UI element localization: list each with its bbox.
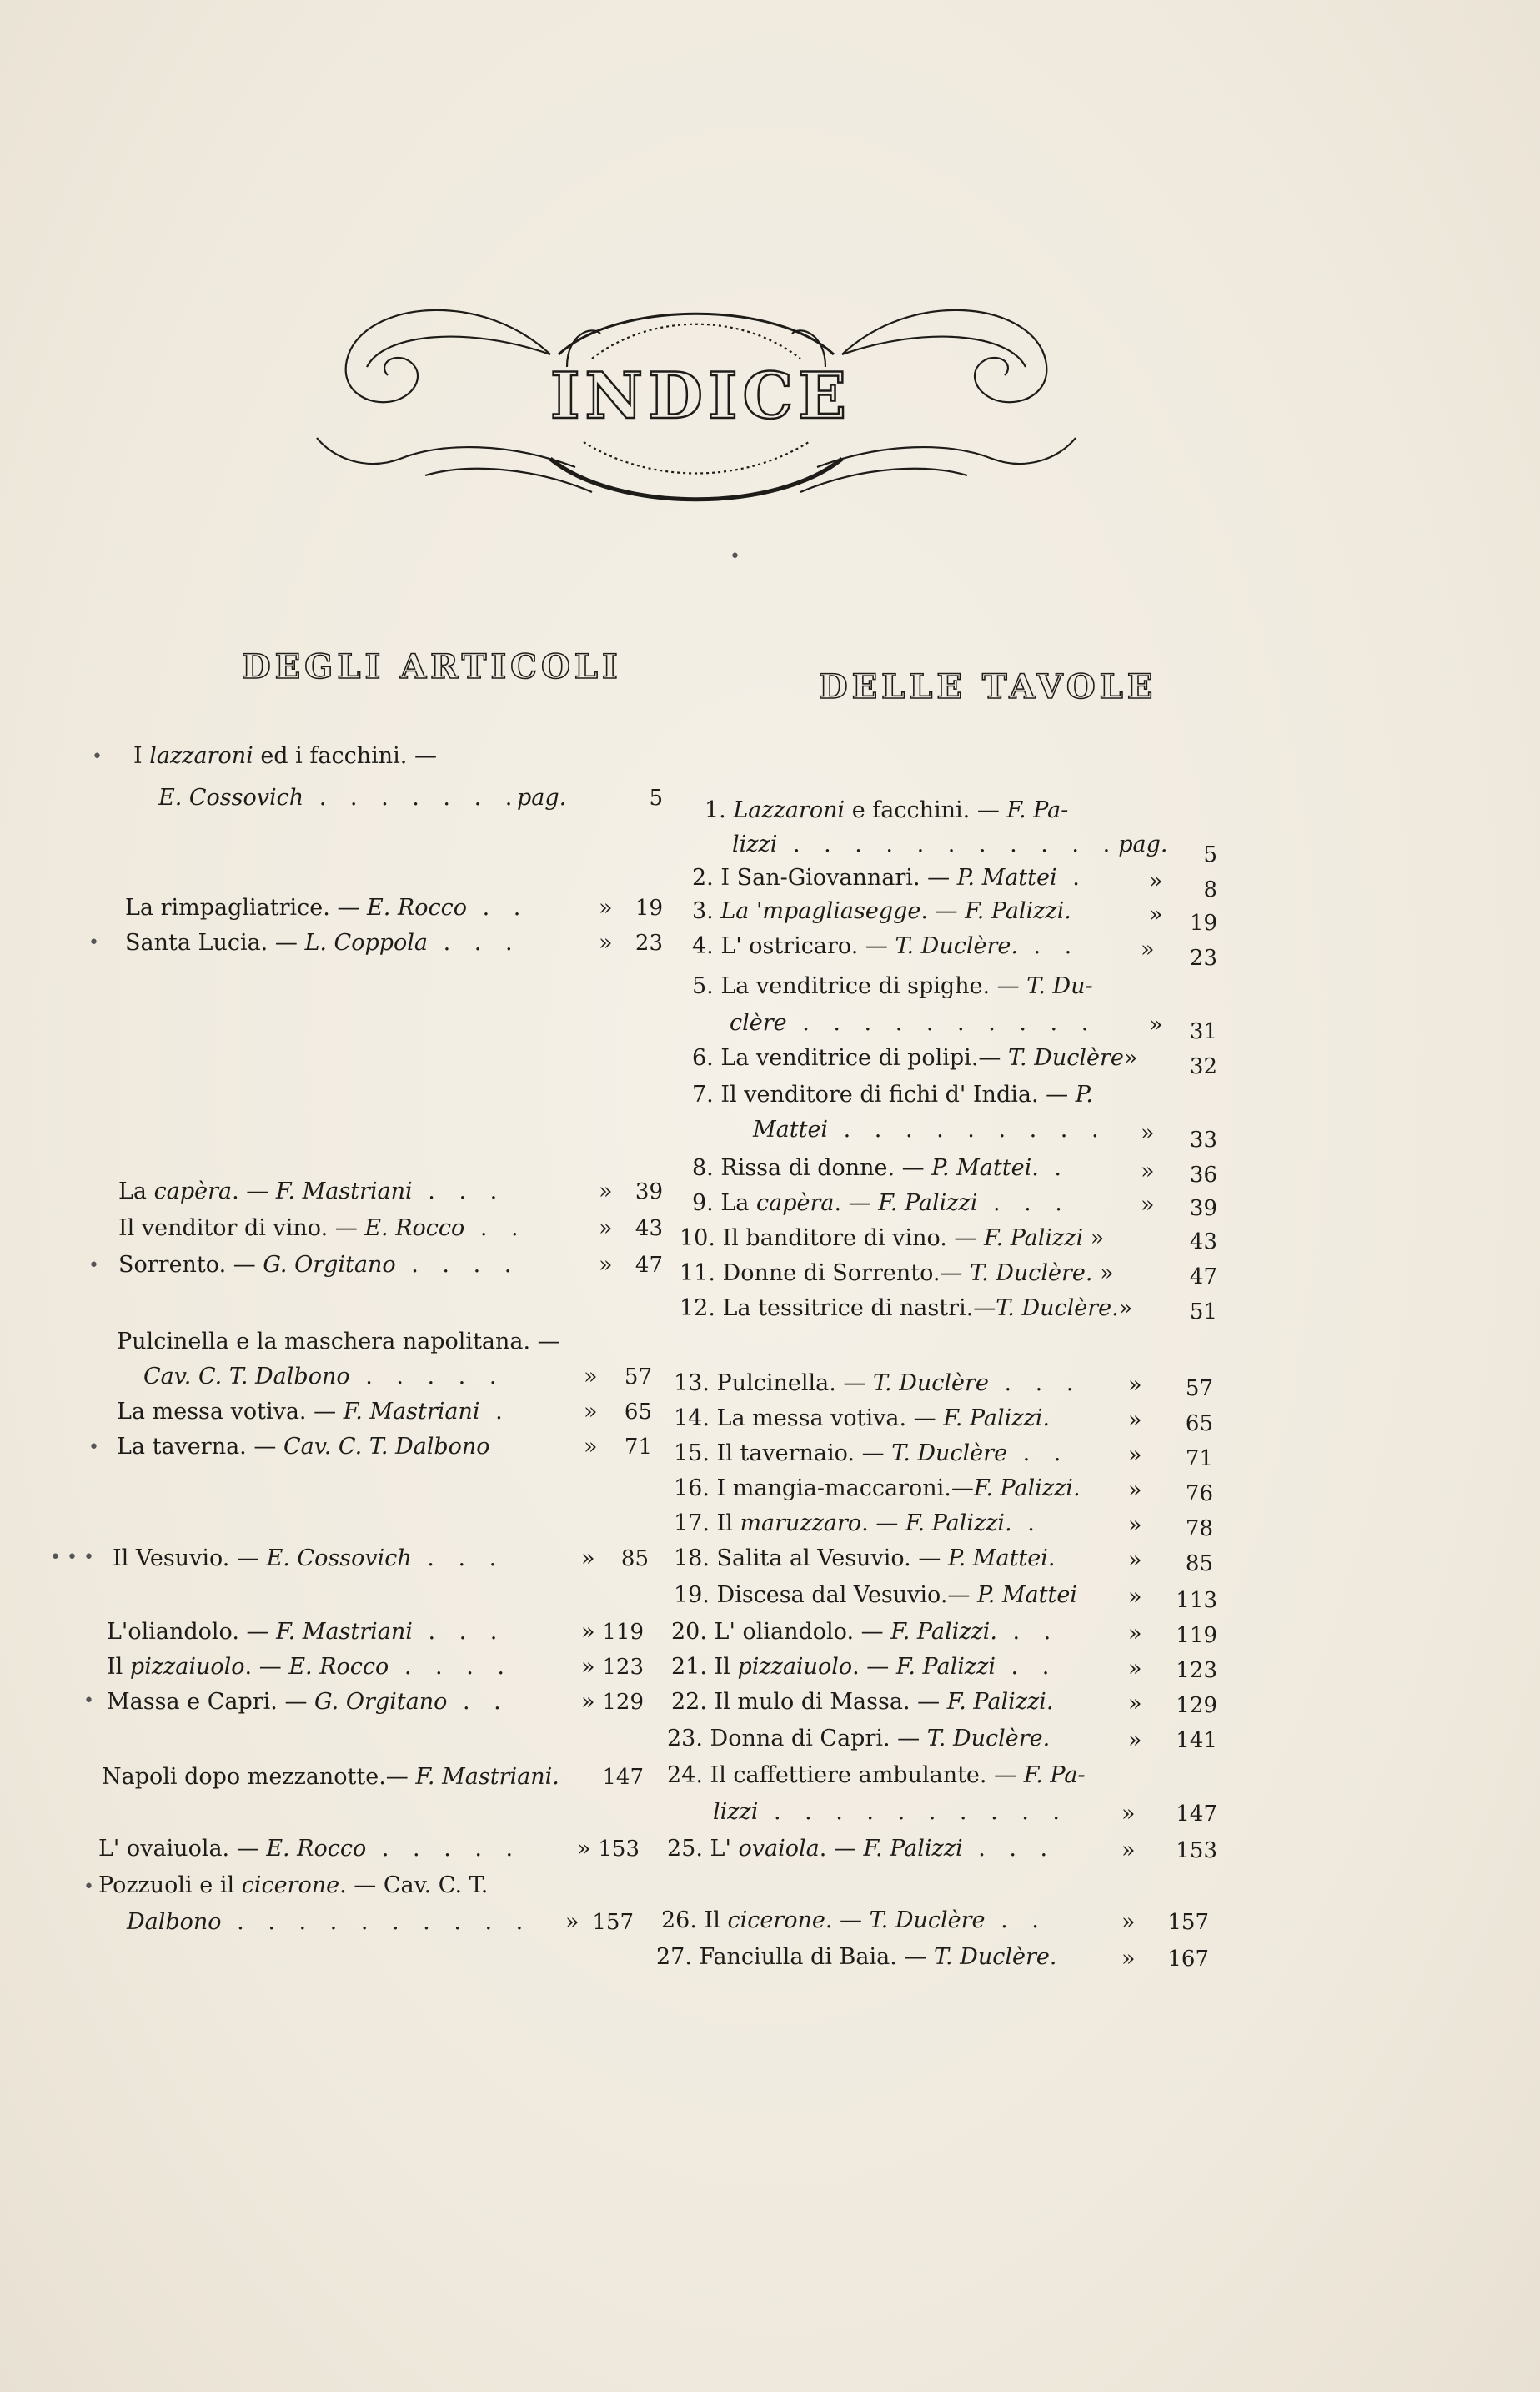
list-item: 24. Il caffettiere ambulante. — F. Pa- <box>667 1762 1086 1788</box>
list-item: 13. Pulcinella. — T. Duclère . . . <box>674 1370 1082 1396</box>
stray-mark: • • • <box>50 1547 94 1568</box>
heading-articoli: DEGLI ARTICOLI <box>242 647 622 686</box>
list-item: 19. Discesa dal Vesuvio.— P. Mattei <box>674 1582 1077 1608</box>
list-item: 7. Il venditore di fichi d' India. — P. <box>692 1082 1093 1108</box>
stray-mark: • <box>92 746 103 767</box>
list-item: I lazzaroni ed i facchini. — <box>133 743 437 769</box>
stray-mark: • <box>88 1437 99 1458</box>
list-item: Il pizzaiuolo. — E. Rocco . . . . <box>107 1654 513 1680</box>
list-item: Pozzuoli e il cicerone. — Cav. C. T. <box>98 1872 489 1898</box>
list-item: 23. Donna di Capri. — T. Duclère. <box>667 1726 1051 1751</box>
list-item: 1. Lazzaroni e facchini. — F. Pa- <box>705 797 1069 823</box>
list-item: Massa e Capri. — G. Orgitano . . <box>107 1689 509 1715</box>
list-item: 8. Rissa di donne. — P. Mattei. . <box>692 1155 1070 1181</box>
stray-mark: • <box>88 1255 99 1276</box>
list-item: 5. La venditrice di spighe. — T. Du- <box>692 973 1093 999</box>
stray-mark: • <box>88 932 99 953</box>
stray-mark: • <box>83 1691 94 1711</box>
list-item: Sorrento. — G. Orgitano . . . . <box>118 1252 520 1278</box>
list-item: 6. La venditrice di polipi.— T. Duclère» <box>692 1045 1138 1071</box>
list-item: 12. La tessitrice di nastri.—T. Duclère.» <box>680 1295 1133 1321</box>
list-item: 21. Il pizzaiuolo. — F. Palizzi . . <box>671 1654 1058 1680</box>
list-item: 11. Donne di Sorrento.— T. Duclère. » <box>680 1260 1114 1286</box>
list-item: 16. I mangia-maccaroni.—F. Palizzi. <box>674 1475 1081 1501</box>
list-item: La capèra. — F. Mastriani . . . <box>118 1178 506 1204</box>
list-item: Santa Lucia. — L. Coppola . . . <box>125 930 521 956</box>
list-item: Dalbono . . . . . . . . . . <box>127 1909 532 1935</box>
list-item: Napoli dopo mezzanotte.— F. Mastriani. <box>102 1764 559 1790</box>
list-item: 22. Il mulo di Massa. — F. Palizzi. <box>671 1689 1054 1715</box>
list-item: L' ovaiuola. — E. Rocco . . . . . <box>98 1836 522 1862</box>
list-item: 26. Il cicerone. — T. Duclère . . <box>661 1907 1047 1933</box>
list-item: 4. L' ostricaro. — T. Duclère. . . <box>692 933 1081 959</box>
stray-mark: • <box>730 546 740 567</box>
book-page: INDICE • DEGLI ARTICOLI DELLE TAVOLE I lazzaroni ed i facchini. — E. Cossovich . . . . . . . pag. 5 La rimpagliatrice. — E. Rocco . . » 19 Santa Lucia. — L. Coppola . . . » 23 La capèra. — F. Mastriani . . . » 39 Il venditor di vino. — E. Rocco . . » 43 Sorrento. — G. Orgitano . . . . » 47 Pulcinella e la maschera napolitana. — Cav. C. T. Dalbono . . . . . » 57 La messa votiva. — F. Mastriani . » 65 La taverna. — Cav. C. T. Dalbono » 71 Il Vesuvio. — E. Cossovich . . . » 85 L'oliandolo. — F. Mastriani . . . » 119 Il pizzaiuolo. — E. Rocco . . . . » 123 Massa e Capri. — G. Orgitano . . » 129 Napoli dopo mezzanotte.— F. Mastriani. 147 L' ovaiuola. — E. Rocco . . . . . » 153 Pozzuoli e il cicerone. — Cav. C. T. Dalbono . . . . . . . . . . » 157 • • • • • • • • • 1. Lazzaroni e facchini. — F. Pa- lizzi . . . . . . . . . . .pag. 5 2. I San-Giovannari. — P. Mattei . » 8 3. La 'mpagliasegge. — F. Palizzi. » 19 4. L' ostricaro. — T. Duclère. . . » 23 5. La venditrice di spighe. — T. Du- clère . . . . . . . . . . » 31 6. La venditrice di polipi.— T. Duclère» 32 7. Il venditore di fichi d' India. — P. Mattei . . . . . . . . . » 33 8. Rissa di donne. — P. Mattei. . » 36 9. La capèra. — F. Palizzi . . . » 39 10. Il banditore di vino. — F. Palizzi » 43 11. Donne di Sorrento.— T. Duclère. » 47 12. La tessitrice di nastri.—T. Duclère.» 51 13. Pulcinella. — T. Duclère . . . » 57 14. La messa votiva. — F. Palizzi. » 65 15. Il tavernaio. — T. Duclère . . » 71 16. I mangia-maccaroni.—F. Palizzi. » 76 17. Il maruzzaro. — F. Palizzi. . » 78 18. Salita al Vesuvio. — P. Mattei. » 85 19. Discesa dal Vesuvio.— P. Mattei » 113 20. L' oliandolo. — F. Palizzi. . . » 119 21. Il pizzaiuolo. — F. Palizzi . . » 123 22. Il mulo di Massa. — F. Palizzi. » 129 23. Donna di Capri. — T. Duclère. » 141 24. Il caffettiere ambulante. — F. Pa- lizzi . . . . . . . . . . » 147 25. L' ovaiola. — F. Palizzi . . . » 153 26. Il cicerone. — T. Duclère . . » 157 27. Fanciulla di Baia. — T. Duclère. » 167 <box>0 0 1540 2392</box>
list-item: Pulcinella e la maschera napolitana. — <box>117 1329 560 1354</box>
list-item: E. Cossovich . . . . . . . <box>158 785 521 811</box>
list-item: 10. Il banditore di vino. — F. Palizzi » <box>680 1225 1105 1251</box>
list-item: La rimpagliatrice. — E. Rocco . . <box>125 895 529 921</box>
list-item: 3. La 'mpagliasegge. — F. Palizzi. <box>692 898 1071 924</box>
list-item: L'oliandolo. — F. Mastriani . . . <box>107 1619 506 1645</box>
stray-mark: • <box>83 1877 94 1897</box>
list-item: 25. L' ovaiola. — F. Palizzi . . . <box>667 1836 1056 1862</box>
list-item: Il Vesuvio. — E. Cossovich . . . <box>113 1545 505 1571</box>
list-item: 20. L' oliandolo. — F. Palizzi. . . <box>671 1619 1060 1645</box>
list-item: 18. Salita al Vesuvio. — P. Mattei. <box>674 1545 1056 1571</box>
heading-tavole: DELLE TAVOLE <box>819 667 1157 706</box>
list-item: La taverna. — Cav. C. T. Dalbono <box>117 1434 490 1460</box>
list-item: 15. Il tavernaio. — T. Duclère . . <box>674 1440 1070 1466</box>
list-item: La messa votiva. — F. Mastriani . <box>117 1399 511 1425</box>
list-item: Il venditor di vino. — E. Rocco . . <box>118 1215 527 1241</box>
list-item: Cav. C. T. Dalbono . . . . . <box>143 1364 505 1389</box>
page-title: INDICE <box>550 359 851 433</box>
list-item: 9. La capèra. — F. Palizzi . . . <box>692 1190 1071 1216</box>
list-item: 17. Il maruzzaro. — F. Palizzi. . <box>674 1510 1043 1536</box>
list-item: 2. I San-Giovannari. — P. Mattei . <box>692 865 1088 891</box>
list-item: 27. Fanciulla di Baia. — T. Duclère. <box>656 1944 1057 1970</box>
list-item: 14. La messa votiva. — F. Palizzi. <box>674 1405 1050 1431</box>
